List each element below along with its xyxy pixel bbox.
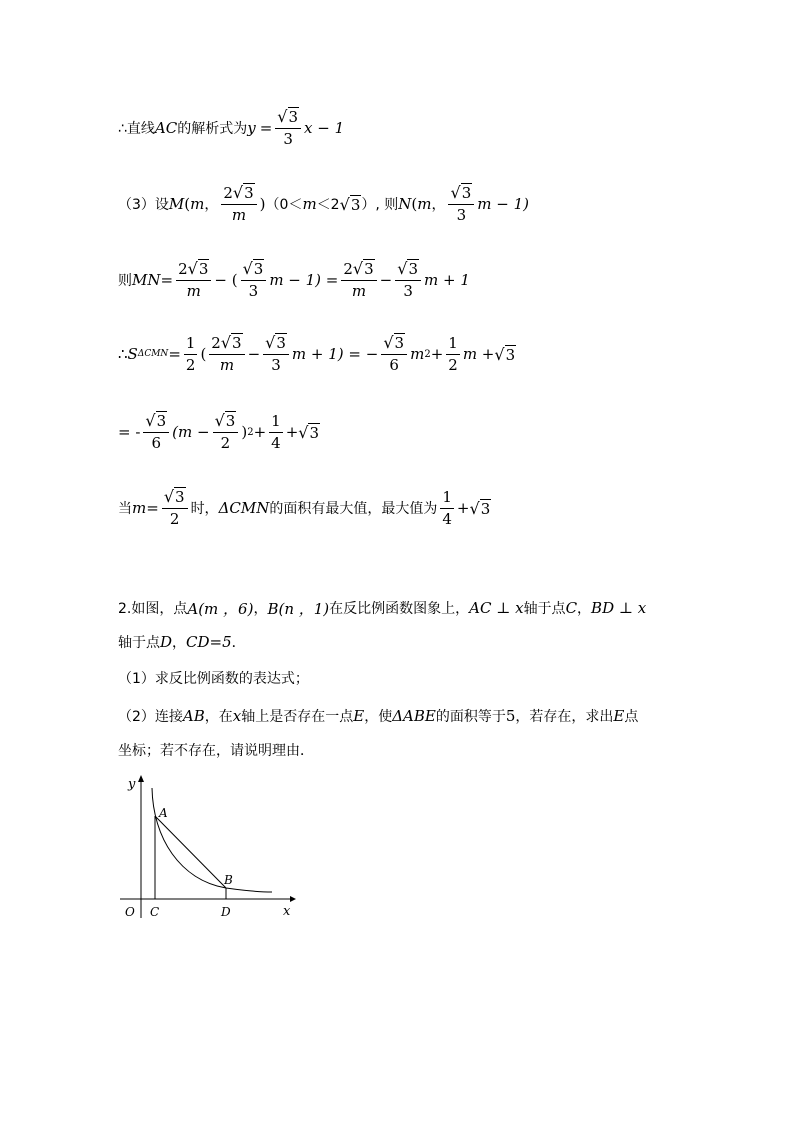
numerator: 1 [440, 490, 454, 509]
solution-line-set-m-n [118, 184, 529, 224]
sqrt-arg: 3 [232, 334, 242, 352]
text: m + 1 [424, 271, 470, 289]
cd-length: CD=5 [186, 633, 232, 651]
denominator: 6 [151, 434, 162, 452]
ac-perp: AC ⊥ x [469, 599, 524, 617]
denominator: m [219, 356, 235, 374]
solution-line-vertex-form [118, 412, 320, 452]
var-y: y [247, 119, 256, 137]
problem-2-line-2 [118, 622, 246, 662]
plus: + [253, 423, 267, 441]
denominator: m [186, 282, 201, 300]
var-m: m [302, 195, 317, 213]
coef: 2 [178, 260, 188, 278]
coef: 2 [343, 260, 353, 278]
bd-perp: BD ⊥ x [591, 599, 647, 617]
sqrt: √3 [298, 422, 320, 442]
triangle-abe: ΔABE [392, 707, 436, 725]
comma: ， [204, 197, 219, 213]
fraction [440, 487, 454, 528]
solution-line-max-value [118, 488, 491, 528]
var-m: m [190, 195, 205, 213]
fraction: $\frac{√3}{3}$ [395, 261, 421, 299]
text: ，使 [364, 709, 393, 725]
point-e: E [613, 707, 625, 725]
sqrt-arg: 3 [408, 260, 418, 278]
fraction: $\frac{2√3}{m}$ [341, 261, 376, 299]
equals: = [259, 119, 273, 137]
text: m − 1) = [269, 271, 339, 289]
text: ，若存在，求出 [515, 709, 614, 725]
text: （2）连接 [118, 709, 183, 725]
sqrt-arg: 3 [350, 195, 361, 214]
denominator: 3 [456, 206, 467, 224]
text: （3）设 [118, 197, 169, 213]
paren: ( [200, 345, 207, 363]
inverse-function-figure [110, 768, 310, 928]
denominator: 3 [403, 282, 413, 300]
text: 则 [118, 273, 132, 289]
fraction [184, 333, 198, 374]
fraction: $\frac{√3}{6}$ [143, 413, 169, 451]
denominator: 4 [442, 509, 452, 528]
var-x: x [232, 707, 242, 725]
number: 5 [505, 707, 516, 725]
fraction: $\frac{√3}{3}$ [263, 335, 289, 373]
point-c: C [565, 599, 578, 617]
coef: 2 [223, 184, 233, 202]
minus: − [247, 345, 261, 363]
fraction [446, 333, 460, 374]
sqrt-arg: 3 [461, 184, 472, 202]
text: 坐标；若不存在，请说明理由． [118, 743, 314, 759]
denominator: 3 [283, 130, 293, 148]
text: 轴于点 [523, 601, 566, 617]
text: 的解析式为 [177, 121, 248, 137]
plus: + [285, 423, 299, 441]
subscript: ΔCMN [137, 349, 169, 359]
text: ）, 则 [361, 197, 399, 213]
equals: = [146, 499, 159, 517]
solution-line-ac-equation [118, 108, 344, 148]
sqrt: √3 [469, 498, 491, 518]
var-m-point: M [168, 195, 185, 213]
equals: = [160, 271, 174, 289]
solution-line-mn [118, 260, 470, 300]
sqrt-arg: 3 [244, 184, 254, 202]
text: （1）求反比例函数的表达式； [118, 671, 309, 687]
point-b: B(n ，1) [267, 599, 330, 618]
label-b: B [224, 873, 233, 887]
paren: ) [259, 195, 266, 213]
fraction [269, 411, 283, 452]
comma: ， [577, 601, 592, 617]
plus: + [430, 345, 444, 363]
text: 点 [624, 709, 639, 725]
var-m: m [417, 195, 432, 213]
sqrt-arg: 3 [394, 334, 405, 352]
sqrt-arg: 3 [225, 412, 236, 430]
sqrt-arg: 3 [309, 423, 320, 442]
exponent: 2 [424, 348, 431, 360]
text: x − 1 [304, 119, 345, 137]
exponent: 2 [247, 426, 254, 438]
text: = - [118, 423, 141, 441]
sqrt-arg: 3 [480, 499, 491, 518]
var-m: m [410, 345, 425, 363]
triangle-cmn: ΔCMN [218, 499, 270, 517]
fraction: $\frac{√3}{3}$ [448, 185, 474, 223]
sqrt-arg: 3 [253, 260, 264, 278]
comma: ， [431, 197, 446, 213]
text: （0＜ [265, 197, 303, 213]
y-axis-arrow-icon [138, 775, 144, 782]
sqrt-arg: 3 [198, 260, 209, 278]
numerator: 1 [269, 414, 283, 433]
label-x: x [283, 904, 291, 919]
text: m + [462, 345, 495, 363]
paren: ( [411, 195, 418, 213]
segment-ab [155, 816, 226, 888]
text: 2.如图，点 [118, 601, 188, 617]
fraction: $\frac{√3}{2}$ [213, 413, 239, 451]
sqrt-arg: 3 [505, 345, 516, 364]
var-s: S [127, 345, 138, 363]
sqrt-arg: 3 [175, 488, 185, 506]
fraction: $\frac{2√3}{m}$ [221, 185, 256, 223]
var-ac: AC [154, 119, 178, 137]
comma: ， [253, 601, 268, 617]
text: 轴于点 [118, 635, 160, 651]
minus: − [379, 271, 393, 289]
denominator: 4 [271, 433, 281, 452]
fraction: $\frac{2√3}{m}$ [176, 261, 211, 299]
comma: ， [172, 635, 187, 651]
denominator: m [351, 282, 367, 300]
label-origin: O [125, 905, 135, 919]
point-a: A(m ，6) [187, 599, 254, 618]
label-d: D [221, 905, 231, 919]
x-axis-arrow-icon [290, 896, 296, 902]
numerator: 1 [446, 336, 460, 355]
fraction: $\frac{√3}{2}$ [162, 489, 188, 527]
denominator: m [231, 206, 247, 224]
text: 的面积有最大值，最大值为 [269, 501, 438, 517]
sqrt-arg: 3 [156, 412, 167, 430]
fraction: $\frac{√3}{3}$ [241, 261, 267, 299]
var-mn: MN [132, 271, 161, 289]
text: ∴直线 [118, 121, 155, 137]
sqrt: √3 [339, 194, 361, 214]
denominator: 3 [248, 282, 259, 300]
sqrt-arg: 3 [364, 260, 374, 278]
denominator: 6 [389, 356, 399, 374]
label-c: C [150, 905, 160, 919]
denominator: 2 [185, 355, 196, 374]
solution-line-area [118, 334, 516, 374]
problem-2-part-2-cont [118, 730, 314, 770]
therefore: ∴ [118, 345, 128, 363]
period: ． [231, 635, 246, 651]
denominator: 2 [169, 510, 180, 528]
paren: ( [184, 195, 191, 213]
sqrt-arg: 3 [288, 108, 299, 126]
text: ，在 [204, 709, 233, 725]
text: 轴上是否存在一点 [241, 709, 354, 725]
sqrt: √3 [494, 344, 516, 364]
var-m: m [132, 499, 147, 517]
label-y: y [128, 777, 136, 792]
hyperbola-curve [152, 788, 272, 892]
text: 当 [118, 501, 132, 517]
sqrt-arg: 3 [276, 334, 286, 352]
text: ＜2 [316, 197, 340, 213]
problem-2-part-1 [118, 658, 309, 698]
fraction: $\frac{√3}{6}$ [381, 335, 407, 373]
fraction: $\frac{2√3}{m}$ [209, 335, 244, 373]
text: m + 1) = − [291, 345, 379, 363]
denominator: 2 [220, 434, 231, 452]
denominator: 3 [271, 356, 281, 374]
paren: ) [241, 423, 248, 441]
segment-ab: AB [182, 707, 205, 725]
text: (m − [172, 423, 210, 441]
var-n-point: N [398, 195, 412, 213]
fraction: $\frac{√3}{3}$ [275, 109, 301, 147]
text: 时， [190, 501, 219, 517]
label-a: A [159, 806, 168, 820]
text: m − 1) [477, 195, 529, 213]
text: 的面积等于 [435, 709, 506, 725]
denominator: 2 [448, 355, 458, 374]
numerator: 1 [184, 336, 198, 355]
plus: + [456, 499, 470, 517]
point-d: D [160, 633, 173, 651]
text: 在反比例函数图象上， [329, 601, 470, 617]
coef: 2 [211, 334, 221, 352]
equals: = [168, 345, 181, 363]
point-e: E [353, 707, 365, 725]
text: − ( [214, 271, 238, 289]
